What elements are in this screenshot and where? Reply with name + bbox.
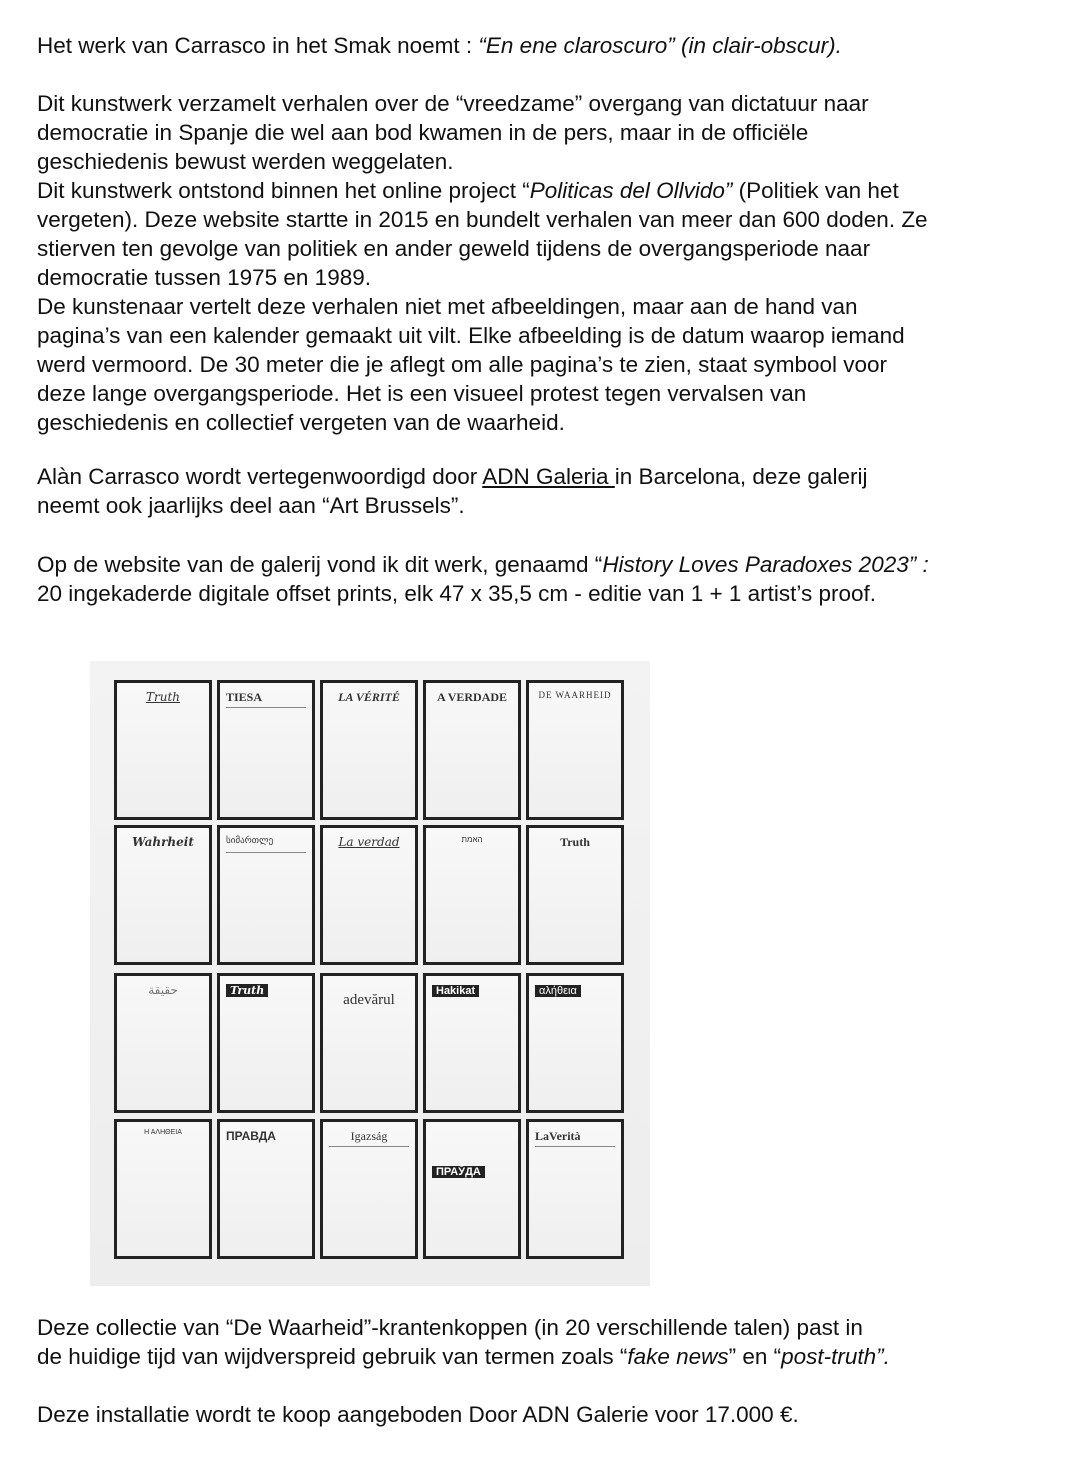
text-line: de huidige tijd van wijdverspreid gebruik van termen zoals “: [37, 1344, 628, 1369]
text-line: (Politiek van het: [732, 178, 899, 203]
text-line: Deze collectie van “De Waarheid”-krantenkoppen (in 20 verschillende talen) past in: [37, 1315, 863, 1340]
frame-headline: DE WAARHEID: [538, 690, 612, 700]
adn-galeria-link[interactable]: ADN Galeria: [482, 464, 615, 489]
text-line: pagina’s van een kalender gemaakt uit vilt. Elke afbeelding is de datum waarop iemand: [37, 323, 905, 348]
frame-headline: Truth: [226, 984, 268, 997]
frame-headline: ПРАЎДА: [432, 1166, 485, 1178]
frame-headline: A VERDADE: [436, 690, 508, 704]
frame: [526, 973, 624, 1113]
text-line: in Barcelona, deze galerij: [614, 464, 868, 489]
text-line: Dit kunstwerk verzamelt verhalen over de “vreedzame” overgang van dictatuur naar: [37, 91, 869, 116]
text-line: vergeten). Deze website startte in 2015 en bundelt verhalen van meer dan 600 doden. Ze: [37, 207, 928, 232]
text-line: Dit kunstwerk ontstond binnen het online project “: [37, 178, 530, 203]
term-fake-news: fake news: [627, 1344, 729, 1369]
paragraph-work: [37, 550, 1047, 608]
project-title: Politicas del Ollvido”: [529, 178, 733, 203]
text-line: democratie in Spanje die wel aan bod kwamen in de pers, maar in de officiële: [37, 120, 809, 145]
frame-headline: Hakikat: [432, 985, 479, 997]
text-line: neemt ook jaarlijks deel aan “Art Brussels”.: [37, 493, 465, 518]
frame: [217, 680, 315, 820]
frame-headline: αλήθεια: [535, 985, 581, 997]
text-line: deze lange overgangsperiode. Het is een visueel protest tegen vervalsen van: [37, 381, 807, 406]
text-line: geschiedenis bewust werden weggelaten.: [37, 149, 454, 174]
frame: [320, 825, 418, 965]
frame-headline: Η ΑΛΗΘΕΙΑ: [144, 1129, 182, 1136]
paragraph-intro: [37, 31, 1047, 60]
frame: [217, 1119, 315, 1259]
intro-text: Het werk van Carrasco in het Smak noemt :: [37, 33, 479, 58]
text-line: democratie tussen 1975 en 1989.: [37, 265, 371, 290]
headline-rule: [535, 1146, 615, 1147]
frame: [320, 680, 418, 820]
frame: [526, 1119, 624, 1259]
text-line: 20 ingekaderde digitale offset prints, elk 47 x 35,5 cm - editie van 1 + 1 artist’s proof.: [37, 581, 877, 606]
frame-headline: Wahrheit: [132, 835, 194, 849]
frame-headline: ПРАВДА: [226, 1129, 276, 1143]
price-text: Deze installatie wordt te koop aangeboden Door ADN Galerie voor 17.000 €.: [37, 1402, 799, 1427]
frame: [114, 973, 212, 1113]
frame: [114, 680, 212, 820]
frame-headline: adevărul: [343, 992, 395, 1008]
frame: [217, 825, 315, 965]
frame-headline: La verdad: [338, 835, 400, 849]
frame: [320, 973, 418, 1113]
frame: [114, 825, 212, 965]
frame-headline: TIESA: [226, 690, 263, 704]
text-line: ” en “: [728, 1344, 782, 1369]
frame: [423, 1119, 521, 1259]
headline-rule: [329, 1146, 409, 1147]
frame: [526, 825, 624, 965]
frame-headline: Truth: [145, 690, 181, 704]
text-line: Alàn Carrasco wordt vertegenwoordigd door: [37, 464, 483, 489]
frame: [526, 680, 624, 820]
paragraph-price: [37, 1400, 1047, 1429]
paragraph-description: [37, 89, 1047, 437]
frame-headline: Truth: [560, 835, 590, 849]
frame: [320, 1119, 418, 1259]
frame: [423, 680, 521, 820]
text-line: werd vermoord. De 30 meter die je aflegt om alle pagina’s te zien, staat symbool voor: [37, 352, 888, 377]
frame-headline: Igazság: [350, 1129, 388, 1143]
frame: [423, 973, 521, 1113]
headline-rule: [226, 707, 306, 708]
intro-title: “En ene claroscuro” (in clair-obscur).: [478, 33, 842, 58]
text-line: stierven ten gevolge van politiek en ander geweld tijdens de overgangsperiode naar: [37, 236, 871, 261]
frame-headline: LA VÉRITÉ: [338, 690, 400, 704]
work-title: History Loves Paradoxes 2023” :: [602, 552, 929, 577]
frame-headline: האמת: [461, 835, 483, 844]
text-line: Op de website van de galerij vond ik dit werk, genaamd “: [37, 552, 603, 577]
paragraph-collection: [37, 1313, 1047, 1371]
term-post-truth: post-truth”.: [781, 1344, 890, 1369]
frame: [217, 973, 315, 1113]
paragraph-gallery: [37, 462, 1047, 520]
frame: [423, 825, 521, 965]
text-line: De kunstenaar vertelt deze verhalen niet met afbeeldingen, maar aan de hand van: [37, 294, 858, 319]
frame: [114, 1119, 212, 1259]
frame-headline: სიმართლე: [226, 835, 274, 845]
frame-headline: حقيقة: [148, 983, 178, 997]
artwork-image: [90, 661, 650, 1286]
frame-headline: LaVerità: [535, 1129, 581, 1143]
headline-rule: [226, 852, 306, 853]
text-line: geschiedenis en collectief vergeten van de waarheid.: [37, 410, 565, 435]
